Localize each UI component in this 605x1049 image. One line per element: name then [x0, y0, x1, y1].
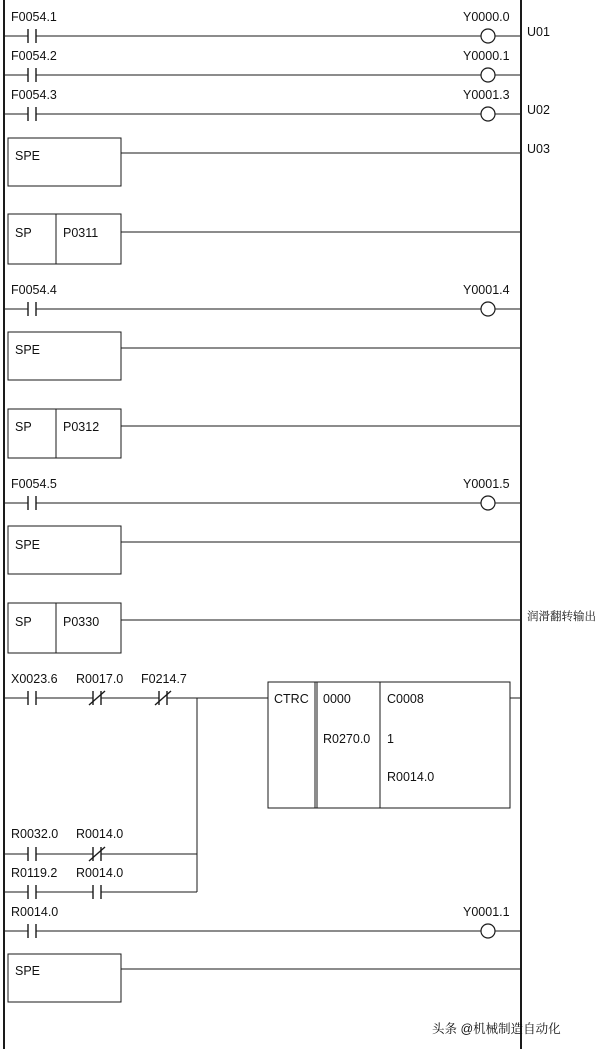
contact-label: X0023.6	[11, 672, 58, 686]
rung-note: U01	[527, 25, 550, 39]
program-label: P0311	[63, 226, 99, 240]
contact-label: F0054.2	[11, 49, 57, 63]
rung-1	[4, 10, 550, 43]
contact-no	[93, 885, 101, 899]
ctrc-param: R0014.0	[387, 770, 435, 784]
rung-13	[4, 905, 521, 938]
rung-14	[8, 954, 521, 1002]
contact-label: R0017.0	[76, 672, 124, 686]
rung-2	[4, 49, 521, 82]
contact-no	[28, 302, 36, 316]
coil-label: Y0001.1	[463, 905, 510, 919]
coil	[481, 302, 495, 316]
contact-label: R0032.0	[11, 827, 59, 841]
rung-note: U02	[527, 103, 550, 117]
ctrc-function-block	[268, 682, 510, 808]
rung-note: U03	[527, 142, 550, 156]
rung-10	[8, 526, 521, 574]
coil	[481, 29, 495, 43]
ctrc-param: 1	[387, 732, 394, 746]
coil	[481, 496, 495, 510]
rung-7	[8, 332, 521, 380]
rung-note: 润滑翻转输出	[527, 609, 596, 623]
coil	[481, 107, 495, 121]
function-label: SP	[15, 420, 32, 434]
coil-label: Y0001.4	[463, 283, 510, 297]
function-label: SPE	[15, 149, 41, 163]
contact-no	[28, 68, 36, 82]
function-block-spe	[8, 954, 121, 1002]
program-label: P0330	[63, 615, 100, 629]
contact-no	[28, 924, 36, 938]
contact-no	[28, 496, 36, 510]
function-label: SPE	[15, 538, 41, 552]
rung-9	[4, 477, 521, 510]
contact-label: F0214.7	[141, 672, 187, 686]
contact-no	[28, 885, 36, 899]
ctrc-param: 0000	[323, 692, 351, 706]
contact-no	[28, 847, 36, 861]
rung-5	[8, 214, 521, 264]
function-label: SPE	[15, 343, 41, 357]
coil-label: Y0001.3	[463, 88, 510, 102]
watermark: 头条 @机械制造自动化	[432, 1022, 561, 1036]
ctrc-param: C0008	[387, 692, 424, 706]
contact-no	[28, 29, 36, 43]
contact-label: R0014.0	[76, 827, 124, 841]
ctrc-param: R0270.0	[323, 732, 371, 746]
rung-3	[4, 88, 550, 121]
contact-label: F0054.3	[11, 88, 57, 102]
contact-label: F0054.4	[11, 283, 57, 297]
program-label: P0312	[63, 420, 100, 434]
rung-6	[4, 283, 521, 316]
function-label: SP	[15, 615, 32, 629]
coil-label: Y0000.1	[463, 49, 510, 63]
contact-label: R0119.2	[11, 866, 58, 880]
coil	[481, 924, 495, 938]
contact-no	[28, 691, 36, 705]
coil-label: Y0000.0	[463, 10, 510, 24]
rung-12	[4, 672, 521, 899]
contact-label: R0014.0	[11, 905, 59, 919]
coil	[481, 68, 495, 82]
contact-label: F0054.1	[11, 10, 57, 24]
rung-8	[8, 409, 521, 458]
rung-11	[8, 603, 596, 653]
function-label: SPE	[15, 964, 41, 978]
function-label: SP	[15, 226, 32, 240]
contact-label: R0014.0	[76, 866, 124, 880]
coil-label: Y0001.5	[463, 477, 510, 491]
contact-label: F0054.5	[11, 477, 57, 491]
contact-no	[28, 107, 36, 121]
rung-4	[8, 138, 550, 186]
ctrc-label: CTRC	[274, 692, 309, 706]
